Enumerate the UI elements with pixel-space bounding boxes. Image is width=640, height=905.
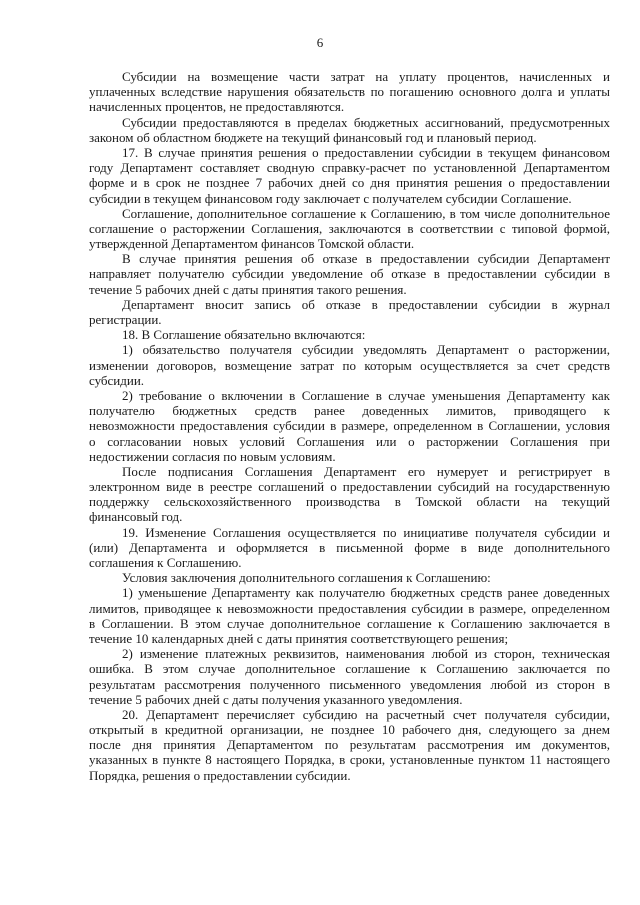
text-line: 1) уменьшение Департаменту как получателю бюджетных средств ранее доведенных (122, 585, 610, 601)
text-line: открытый в кредитной организации, не позднее 10 рабочего дня, следующего за днем (89, 722, 610, 738)
paragraph (89, 525, 610, 571)
paragraph (89, 115, 610, 145)
paragraph (89, 145, 610, 206)
text-line: финансовый год. (89, 509, 183, 525)
text-line: регистрации. (89, 312, 162, 327)
text-line: форме и в срок не позднее 7 рабочих дней со дня принятия решения о предоставлении (89, 175, 610, 191)
paragraph (89, 570, 610, 585)
text-line: течение 5 рабочих дней с даты принятия такого решения. (89, 281, 407, 297)
text-line: поддержку сельскохозяйственного производства в Томской области на текущий (89, 494, 610, 510)
text-line: недостижении согласия по новым условиям. (89, 448, 336, 464)
text-line: законом об областном бюджете на текущий финансовый год и плановый период. (89, 129, 537, 145)
text-line: после дня принятия Департаментом по результатам рассмотрения им документов, (89, 737, 610, 753)
text-line: невозможности предоставления субсидии в размере, определенном в Соглашении, условия (89, 418, 610, 434)
text-line: течение 10 календарных дней с даты принятия соответствующего решения; (89, 630, 509, 646)
paragraph (89, 342, 610, 388)
text-line: электронном виде в реестре соглашений о предоставлении субсидий на государственную (89, 479, 610, 495)
text-line: Субсидии предоставляются в пределах бюджетных ассигнований, предусмотренных (122, 114, 610, 130)
text-line: (или) Департамента и оформляется в письменной форме в виде дополнительного (89, 539, 610, 555)
paragraph (89, 646, 610, 707)
text-line: указанных в пункте 8 настоящего Порядка, в сроки, установленные пунктом 11 настоящего (89, 752, 610, 768)
text-line: лимитов, приводящее к невозможности предоставления субсидии в размере, определенном (89, 600, 610, 616)
text-line: ошибка. В этом случае дополнительное соглашение к Соглашению заключается по (89, 661, 610, 677)
text-line: о согласовании новых условий Соглашения или о расторжении Соглашения при (89, 433, 610, 449)
text-line: 19. Изменение Соглашения осуществляется по инициативе получателя субсидии и (122, 524, 610, 540)
page-number: 6 (316, 35, 324, 50)
text-line: Порядка, решения о предоставлении субсидии. (89, 767, 351, 783)
paragraph (89, 327, 610, 342)
text-line: соглашение о расторжении Соглашения, заключаются в соответствии с типовой формой, (89, 220, 610, 236)
text-line: в Соглашении. В этом случае дополнительное соглашение к Соглашению заключается в (89, 615, 610, 631)
text-line: результатам рассмотрения полученного письменного уведомления любой из сторон в (89, 676, 610, 692)
text-line: После подписания Соглашения Департамент его нумерует и регистрирует в (122, 463, 610, 479)
text-line: году Департамент составляет сводную справку-расчет по установленной Департаментом (89, 160, 610, 176)
text-line: Департамент вносит запись об отказе в предоставлении субсидии в журнал (122, 296, 610, 312)
text-line: течение 5 рабочих дней с даты получения указанного уведомления. (89, 691, 463, 707)
document-body (89, 69, 610, 783)
text-line: субсидии в текущем финансовом году заключает с получателем субсидии Соглашение. (89, 190, 572, 206)
paragraph (89, 297, 610, 327)
paragraph (89, 585, 610, 646)
text-line: Субсидии на возмещение части затрат на уплату процентов, начисленных и (122, 69, 610, 84)
text-line: субсидии. (89, 372, 145, 388)
text-line: изменении договоров, возмещение затрат по которым осуществляется за счет средств (89, 357, 610, 373)
paragraph (89, 251, 610, 297)
paragraph (89, 464, 610, 525)
text-line: 2) требование о включении в Соглашение в случае уменьшения Департаменту как (122, 387, 610, 403)
paragraph (89, 206, 610, 252)
text-line: Соглашение, дополнительное соглашение к Соглашению, в том числе дополнительное (122, 205, 610, 221)
paragraph (89, 69, 610, 115)
text-line: получателю бюджетных средств ранее доведенных лимитов, приводящего к (89, 403, 610, 419)
text-line: 1) обязательство получателя субсидии уведомлять Департамент о расторжении, (122, 342, 610, 358)
text-line: направляет получателю субсидии уведомление об отказе в предоставлении субсидии в (89, 266, 610, 282)
text-line: соглашения к Соглашению. (89, 555, 242, 570)
text-line: утвержденной Департаментом финансов Томской области. (89, 236, 415, 252)
text-line: 20. Департамент перечисляет субсидию на расчетный счет получателя субсидии, (122, 706, 610, 722)
text-line: 17. В случае принятия решения о предоставлении субсидии в текущем финансовом (122, 144, 610, 160)
text-line: 2) изменение платежных реквизитов, наименования любой из сторон, техническая (122, 646, 610, 662)
paragraph (89, 388, 610, 464)
text-line: уплаченных вследствие нарушения обязательств по погашению основного долга и уплаты (89, 84, 610, 100)
text-line: В случае принятия решения об отказе в предоставлении субсидии Департамент (122, 251, 610, 267)
paragraph (89, 707, 610, 783)
text-line: 18. В Соглашение обязательно включаются: (122, 327, 366, 343)
text-line: начисленных процентов, не предоставляются. (89, 99, 345, 115)
text-line: Условия заключения дополнительного соглашения к Соглашению: (122, 570, 491, 586)
